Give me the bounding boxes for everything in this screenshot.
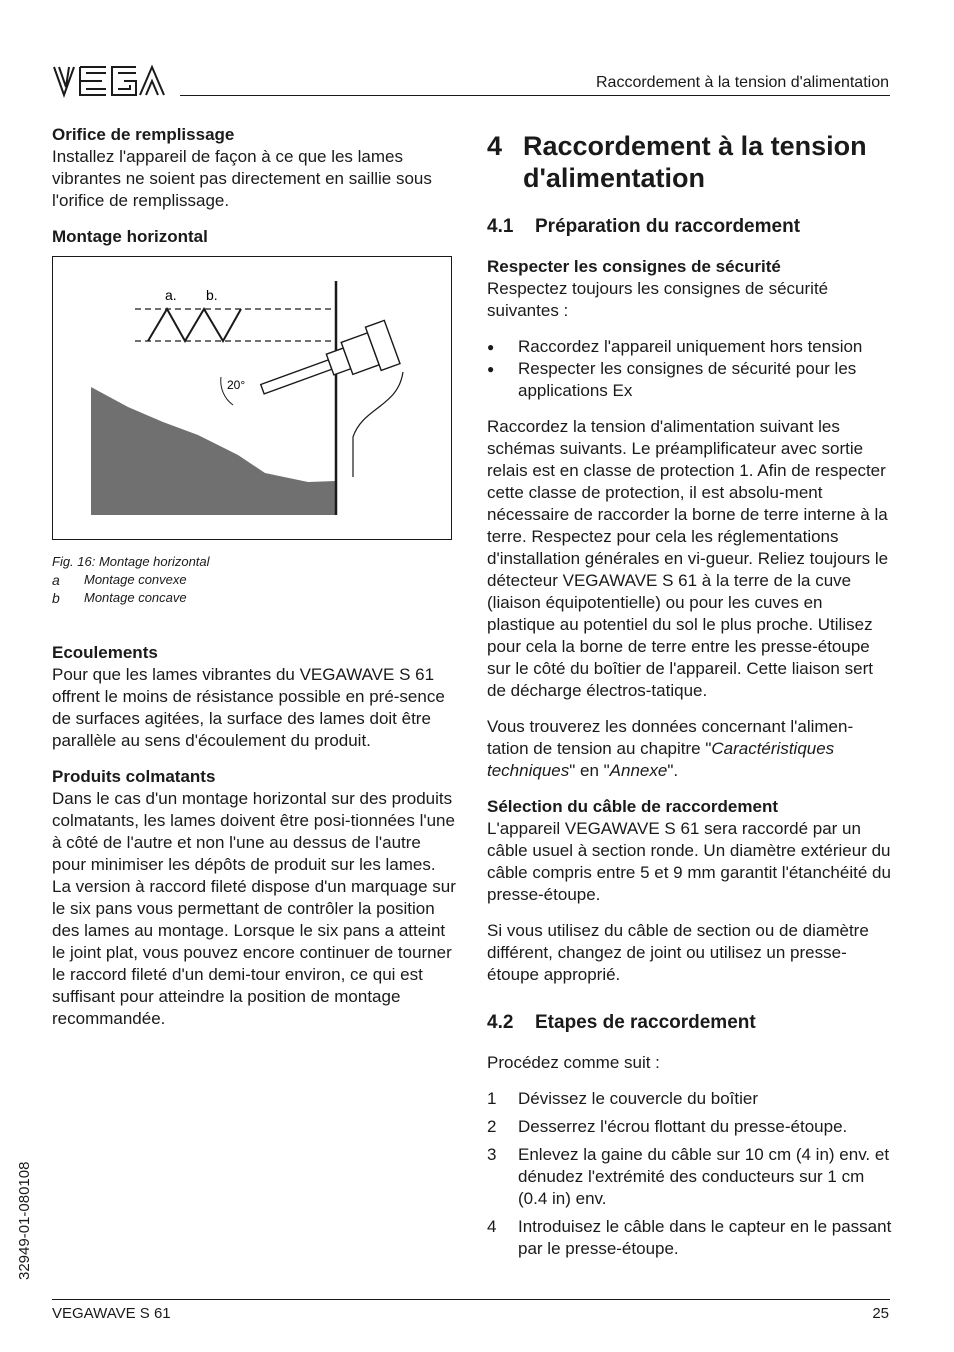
section-securite xyxy=(487,256,892,322)
text-securite: Respectez toujours les consignes de sécurité suivantes : xyxy=(487,279,829,320)
caption-title: Fig. 16: Montage horizontal xyxy=(52,554,210,569)
figure-label-a: a. xyxy=(165,287,177,303)
left-column-lower xyxy=(52,642,456,1044)
legend-key-a: a xyxy=(52,572,60,588)
page-number: 25 xyxy=(872,1305,889,1322)
para2-text-1: Vous trouverez les données concernant l'alimen-tation de tension au chapitre " xyxy=(487,717,854,758)
para2-text-3: ". xyxy=(667,761,679,780)
legend-key-b: b xyxy=(52,590,60,606)
legend-text-b: Montage concave xyxy=(84,590,187,605)
section-colmatants xyxy=(52,766,456,1030)
section-4-1-number: 4.1 xyxy=(487,216,514,237)
fork-tines-sketch xyxy=(148,309,241,341)
chapter-number: 4 xyxy=(487,131,503,161)
text-colmatants: Dans le cas d'un montage horizontal sur des produits colmatants, les lames doivent être posi-tionnées l'une à côté de l'autre et non l'une au dessus de l'autre pour minimiser les dépôts de produit sur les lames. La version à raccord fileté dispose d'un marquage sur le six pans vous permettant de contrôler la position des lames au montage. Lorsque le six pans a atteint le joint plat, vous pouvez encore continuer de tourner le raccord fileté d'un demi-tour environ, ce qui est suffisant pour atteindre la position de montage recommandée. xyxy=(52,789,456,1028)
text-orifice: Installez l'appareil de façon à ce que les lames vibrantes ne soient pas directement en saillie sous l'orifice de remplissage. xyxy=(52,147,432,210)
step-number: 1 xyxy=(487,1089,497,1108)
footer-rule xyxy=(52,1299,890,1300)
list-item: ● Raccordez l'appareil uniquement hors tension xyxy=(487,336,892,358)
figure-caption xyxy=(52,553,210,607)
heading-securite: Respecter les consignes de sécurité xyxy=(487,257,781,276)
sensor-device xyxy=(255,320,400,410)
section-4-1-title: Préparation du raccordement xyxy=(535,216,801,237)
step-number: 4 xyxy=(487,1217,497,1236)
list-item xyxy=(487,1088,892,1110)
paragraph-donnees xyxy=(487,716,892,782)
right-column xyxy=(487,130,892,1266)
chapter-heading xyxy=(487,130,892,194)
header-rule xyxy=(180,95,890,96)
heading-montage: Montage horizontal xyxy=(52,227,208,246)
footer-product: VEGAWAVE S 61 xyxy=(52,1305,171,1322)
text-cable: L'appareil VEGAWAVE S 61 sera raccordé par un câble usuel à section ronde. Un diamètre extérieur du câble compris entre 5 et 9 mm garantit l'étanchéité du presse-étoupe. xyxy=(487,819,891,904)
heading-cable: Sélection du câble de raccordement xyxy=(487,797,778,816)
vega-logo xyxy=(52,64,168,98)
heading-ecoulements: Ecoulements xyxy=(52,643,158,662)
paragraph-raccordement: Raccordez la tension d'alimentation suivant les schémas suivants. Le préamplificateur avec sortie relais est en classe de protection 1. Afin de respecter cette classe de protection, il est absolu-ment nécessaire de raccorder la borne de terre interne à la terre. Respectez pour cela les réglementations d'installation générales en vi-gueur. Reliez toujours le détecteur VEGAWAVE S 61 à la terre de la cuve (liaison équipotentielle) ou pour les cuves en plastique au potentiel du sol le plus proche. Utilisez pour cela la borne de terre entre les presse-étoupe sur le côté du boîtier de l'appareil. Cette liaison sert de décharge électros-tatique. xyxy=(487,417,889,700)
figure-label-b: b. xyxy=(206,287,218,303)
list-item: ● Respecter les consignes de sécurité pour les applications Ex xyxy=(487,358,892,402)
heading-orifice: Orifice de remplissage xyxy=(52,125,235,144)
para2-link-annexe: Annexe xyxy=(609,761,668,780)
document-code: 32949-01-080108 xyxy=(16,1161,33,1280)
step-number: 2 xyxy=(487,1117,497,1136)
list-item xyxy=(487,1216,892,1260)
figure-angle: 20° xyxy=(227,378,246,392)
paragraph-section-diametre: Si vous utilisez du câble de section ou de diamètre différent, changez de joint ou utilisez un presse-étoupe approprié. xyxy=(487,921,869,984)
step-text: Enlevez la gaine du câble sur 10 cm (4 in) env. et dénudez l'extrémité des conducteurs sur 1 cm (0.4 in) env. xyxy=(518,1145,890,1208)
section-ecoulements xyxy=(52,642,456,752)
legend-row-b xyxy=(52,589,210,607)
heading-colmatants: Produits colmatants xyxy=(52,767,216,786)
step-number: 3 xyxy=(487,1145,497,1164)
section-4-2-number: 4.2 xyxy=(487,1012,514,1033)
step-text: Desserrez l'écrou flottant du presse-étoupe. xyxy=(518,1117,848,1136)
step-text: Dévissez le couvercle du boîtier xyxy=(518,1089,759,1108)
list-item xyxy=(487,1116,892,1138)
section-4-1-heading xyxy=(487,216,892,238)
safety-bullets xyxy=(487,336,892,402)
sensor-cable xyxy=(353,372,403,477)
steps-intro: Procédez comme suit : xyxy=(487,1053,660,1072)
header-title: Raccordement à la tension d'alimentation xyxy=(596,74,889,91)
left-column xyxy=(52,124,456,248)
figure-montage-horizontal xyxy=(52,256,452,540)
steps-list xyxy=(487,1088,892,1260)
para2-link-caracteristiques: Caractéristiques techniques xyxy=(487,739,835,780)
legend-row-a xyxy=(52,571,210,589)
chapter-title: Raccordement à la tension d'alimentation xyxy=(523,131,867,193)
section-orifice xyxy=(52,124,456,212)
para2-text-2: " en " xyxy=(569,761,610,780)
figure-drawing xyxy=(53,257,451,539)
step-text: Introduisez le câble dans le capteur en le passant par le presse-étoupe. xyxy=(518,1217,892,1258)
legend-text-a: Montage convexe xyxy=(84,572,187,587)
section-4-2-heading xyxy=(487,1012,892,1034)
section-cable xyxy=(487,796,892,906)
text-ecoulements: Pour que les lames vibrantes du VEGAWAVE S 61 offrent le moins de résistance possible en pré-sence de surfaces agitées, la surface des lames doit être parallèle au sens d'écoulement du produit. xyxy=(52,665,445,750)
section-4-2-title: Etapes de raccordement xyxy=(535,1012,756,1033)
product-surface xyxy=(91,387,336,515)
list-item xyxy=(487,1144,892,1210)
